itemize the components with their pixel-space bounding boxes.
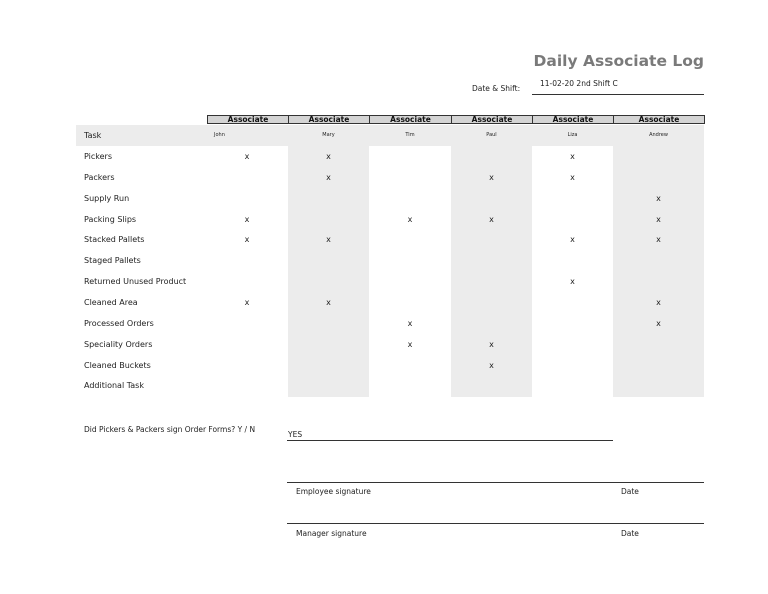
task-mark-cell[interactable]: x [244,297,250,307]
task-row-label: Returned Unused Product [84,277,187,287]
task-row-label: Packing Slips [84,214,137,224]
date-shift-value[interactable]: 11-02-20 2nd Shift C [540,79,618,88]
task-mark-cell[interactable]: x [656,235,661,245]
task-mark-cell[interactable]: x [656,193,661,203]
associate-column-shade [613,125,704,397]
task-mark-cell[interactable]: x [244,214,250,224]
task-row-label: Packers [84,172,115,182]
task-row-label: Pickers [84,152,112,161]
task-mark-cell[interactable]: x [244,152,250,161]
manager-signature-label: Manager signature [296,529,367,538]
order-forms-answer-line [287,440,613,441]
task-row-label: Speciality Orders [84,339,153,349]
order-forms-answer[interactable]: YES [288,430,303,439]
manager-signature-line[interactable] [287,523,704,524]
task-mark-cell[interactable]: x [656,297,661,307]
task-row-label: Supply Run [84,193,130,203]
task-mark-cell[interactable]: x [656,214,661,224]
associate-column-header: Associate [451,115,533,124]
task-mark-cell[interactable]: x [326,172,331,182]
task-mark-cell[interactable]: x [656,318,661,328]
employee-date-label: Date [621,487,639,496]
associate-name[interactable]: Paul [486,132,497,138]
task-mark-cell[interactable]: x [326,297,331,307]
task-row-label: Cleaned Area [84,297,138,307]
task-mark-cell[interactable]: x [570,172,575,182]
task-mark-cell[interactable]: x [407,318,413,328]
associate-column-shade [288,125,369,397]
date-shift-label: Date & Shift: [472,84,521,93]
associate-column-shade [451,125,532,397]
manager-date-label: Date [621,529,639,538]
page-title: Daily Associate Log [533,52,704,70]
task-mark-cell[interactable]: x [489,214,494,224]
task-mark-cell[interactable]: x [407,214,413,224]
employee-signature-label: Employee signature [296,487,371,496]
order-forms-question: Did Pickers & Packers sign Order Forms? Y / N [84,425,256,434]
date-shift-underline [532,94,704,95]
task-mark-cell[interactable]: x [570,277,575,287]
associate-name[interactable]: Mary [322,132,335,138]
associate-column-header: Associate [288,115,370,124]
task-row-label: Cleaned Buckets [84,360,151,370]
task-column-header: Task [84,131,102,140]
task-row-label: Staged Pallets [84,256,141,266]
task-mark-cell[interactable]: x [489,172,494,182]
task-mark-cell[interactable]: x [570,152,575,161]
task-mark-cell[interactable]: x [407,339,413,349]
task-mark-cell[interactable]: x [489,339,494,349]
task-row-label: Additional Task [84,381,144,391]
associate-name[interactable]: Andrew [649,132,668,138]
task-mark-cell[interactable]: x [326,152,331,161]
associate-column-header: Associate [532,115,614,124]
associate-name[interactable]: Tim [405,132,415,138]
task-row-label: Stacked Pallets [84,235,145,245]
task-mark-cell[interactable]: x [244,235,250,245]
task-row-label: Processed Orders [84,318,154,328]
associate-name[interactable]: Liza [567,132,578,138]
employee-signature-line[interactable] [287,482,704,483]
task-mark-cell[interactable]: x [489,360,494,370]
task-mark-cell[interactable]: x [326,235,331,245]
associate-column-header: Associate [613,115,705,124]
associate-column-header: Associate [369,115,452,124]
task-mark-cell[interactable]: x [570,235,575,245]
associate-name[interactable]: John [214,132,225,138]
associate-column-header: Associate [207,115,289,124]
